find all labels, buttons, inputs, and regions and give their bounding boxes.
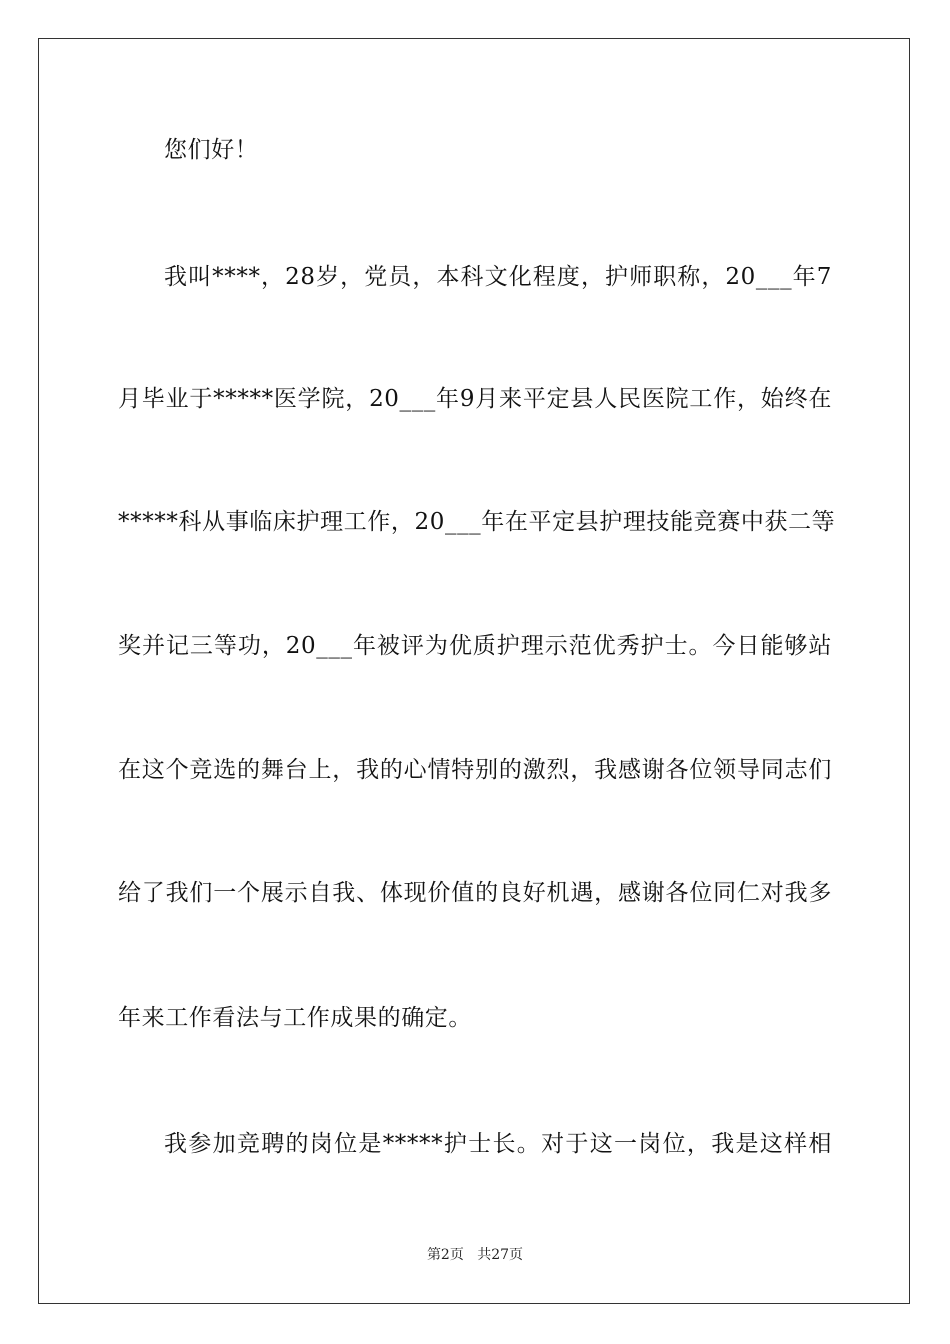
paragraph-line: 奖并记三等功，20___年被评为优质护理示范优秀护士。今日能够站 xyxy=(118,633,832,659)
page-frame xyxy=(38,38,910,1304)
paragraph-line: 年来工作看法与工作成果的确定。 xyxy=(118,1005,472,1031)
paragraph-line: 给了我们一个展示自我、体现价值的良好机遇，感谢各位同仁对我多 xyxy=(118,880,832,906)
paragraph-line: 我参加竞聘的岗位是*****护士长。对于这一岗位，我是这样相 xyxy=(164,1131,832,1157)
page-number: 第2页 xyxy=(426,1247,464,1263)
paragraph-line: 我叫****，28岁，党员，本科文化程度，护师职称，20___年7 xyxy=(164,264,832,290)
paragraph-line: 在这个竞选的舞台上，我的心情特别的激烈，我感谢各位领导同志们 xyxy=(118,757,832,783)
page-footer xyxy=(0,1246,950,1264)
paragraph-line: 月毕业于*****医学院，20___年9月来平定县人民医院工作，始终在 xyxy=(118,386,832,412)
page-total: 共27页 xyxy=(477,1247,524,1263)
greeting-line: 您们好！ xyxy=(164,137,259,163)
paragraph-line: *****科从事临床护理工作，20___年在平定县护理技能竞赛中获二等 xyxy=(118,509,836,535)
